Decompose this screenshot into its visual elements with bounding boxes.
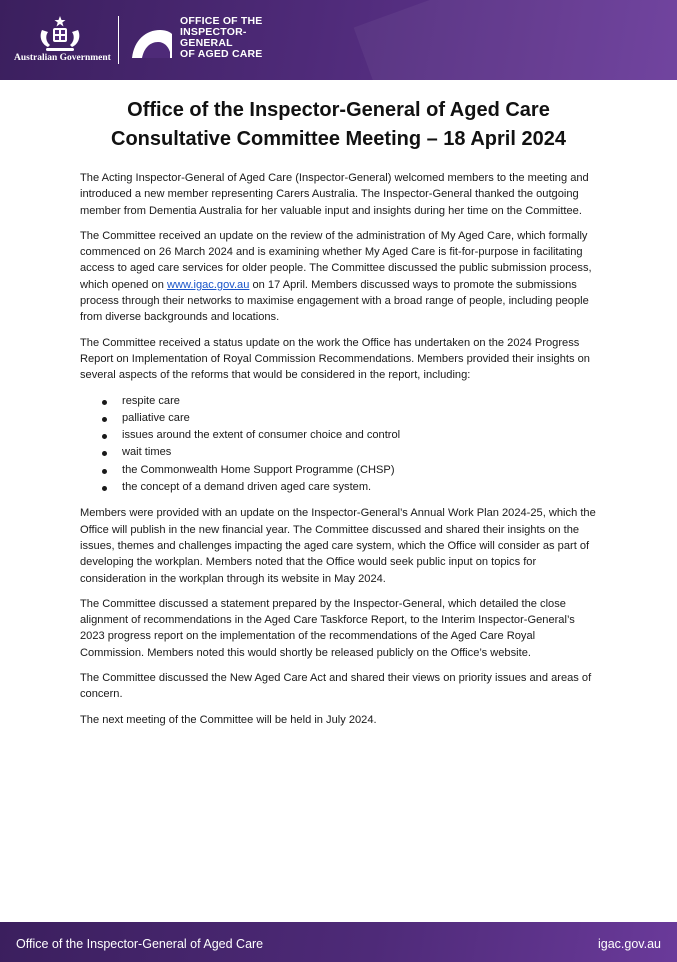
paragraph-text: on 17 April. Members discussed ways to promote the submissions process through their networks to maximise engagement with a broad range of people, including people from diverse backgrounds and locations. [80, 278, 589, 324]
paragraph-text: The Committee received an update on the review of the administration of My Aged Care, which formally commenced on 26 March 2024 and is examining whether My Aged Care is fit-for-purpose in facilitating access to aged care services for older people. The Committee discussed the public submission process, which opened on [80, 229, 592, 291]
footer-website: igac.gov.au [597, 937, 661, 951]
office-name-wordmark [180, 16, 263, 60]
paragraph-progress-report: The Committee received a status update on the work the Office has undertaken on the 2024 Progress Report on Implementation of Royal Commission Recommendations. Members provided their insights on several aspects of the reforms that would be considered in the report, including: [80, 336, 590, 382]
igac-arc-logo-icon [130, 26, 174, 60]
paragraph-welcome: The Acting Inspector-General of Aged Care (Inspector-General) welcomed members to the meeting and introduced a new member representing Carers Australia. The Inspector-General thanked the outgoing member from Dementia Australia for her valuable input and insights during her time on the Committee. [80, 172, 589, 217]
list-item: the Commonwealth Home Support Programme (CHSP) [80, 462, 600, 479]
office-name-line: OFFICE OF THE [180, 15, 263, 27]
list-item: respite care [80, 393, 600, 410]
page-header-banner [0, 0, 677, 80]
office-name-line: OF AGED CARE [180, 48, 263, 60]
page-title [40, 96, 637, 154]
list-item: wait times [80, 444, 600, 461]
paragraph-aged-care-act: The Committee discussed the New Aged Care Act and shared their views on priority issues and areas of concern. [80, 672, 592, 701]
australian-government-label: Australian Government [14, 53, 111, 63]
header-decoration [354, 0, 677, 80]
header-divider [118, 16, 119, 64]
footer-office-name: Office of the Inspector-General of Aged Care [16, 937, 264, 951]
paragraph-taskforce-statement: The Committee discussed a statement prepared by the Inspector-General, which detailed the close alignment of recommendations in the Aged Care Taskforce Report, to the Interim Inspector-General’s 2023 progress report on the implementation of the recommendations of the Aged Care Royal Commission. Members noted this would shortly be released publicly on the Office’s website. [80, 597, 575, 659]
title-line-1: Office of the Inspector-General of Aged Care [127, 99, 550, 121]
page-footer-banner [0, 922, 677, 962]
paragraph-my-aged-care-review [80, 228, 600, 326]
paragraph-work-plan: Members were provided with an update on the Inspector-General’s Annual Work Plan 2024-25, which the Office will publish in the new financial year. The Committee discussed and shared their insights on the issues, themes and challenges impacting the aged care system, which the Office will consider as part of developing the workplan. Members noted that the Office would seek public input on topics for consideration in the workplan through its website in May 2024. [80, 507, 596, 585]
igac-website-link[interactable]: www.igac.gov.au [166, 278, 250, 291]
document-body [80, 170, 600, 737]
title-line-2: Consultative Committee Meeting – 18 April 2024 [111, 128, 566, 150]
reform-aspects-list [80, 393, 600, 497]
office-name-line: INSPECTOR- [180, 26, 247, 38]
list-item: the concept of a demand driven aged care system. [80, 479, 600, 496]
list-item: palliative care [80, 410, 600, 427]
coat-of-arms-icon [36, 14, 84, 54]
office-name-line: GENERAL [180, 37, 233, 49]
list-item: issues around the extent of consumer choice and control [80, 427, 600, 444]
paragraph-next-meeting: The next meeting of the Committee will be held in July 2024. [80, 713, 377, 726]
